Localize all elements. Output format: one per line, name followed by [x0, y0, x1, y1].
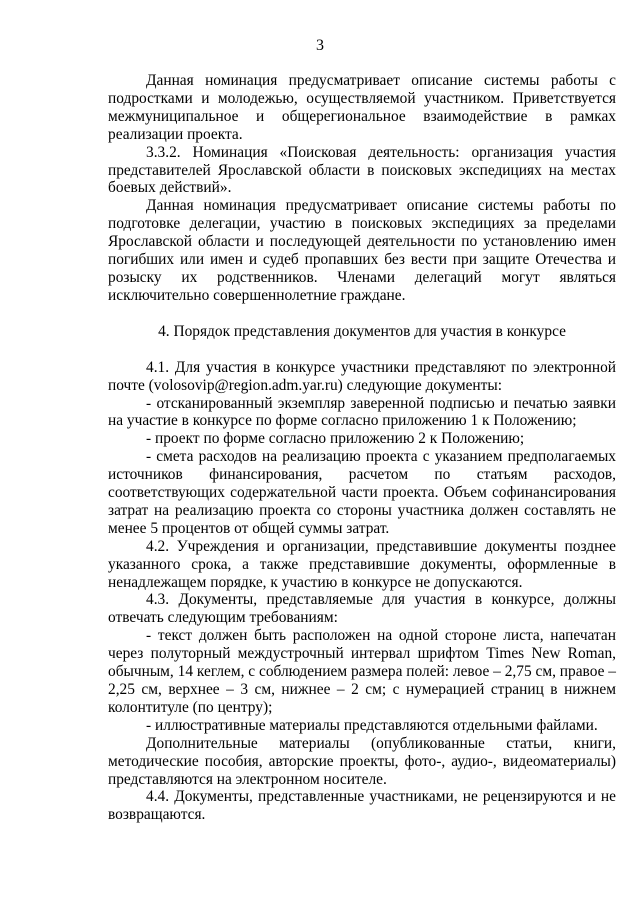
paragraph-4-2: 4.2. Учреждения и организации, представившие документы позднее указанного срока, а также представившие документы, оформленные в ненадлежащем порядке, к участию в конкурсе не допускаются.	[108, 537, 616, 591]
page-number: 3	[316, 37, 324, 54]
list-item-illustrations: - иллюстративные материалы представляются отдельными файлами.	[146, 716, 598, 734]
paragraph-additional-materials: Дополнительные материалы (опубликованные статьи, книги, методические пособия, авторские проекты, фото-, аудио-, видеоматериалы) представляются на электронном носителе.	[108, 734, 616, 788]
list-item-cost-estimate: - смета расходов на реализацию проекта с указанием предполагаемых источников финансирования, расчетом по статьям расходов, соответствующих содержательной части проекта. Объем софинансирования затрат на реализацию проекта со стороны участника должен составлять не менее 5 процентов от общей суммы затрат.	[108, 448, 616, 537]
list-item-scanned-application: - отсканированный экземпляр заверенной подписью и печатью заявки на участие в конкурсе по форме согласно приложению 1 к Положению;	[108, 394, 616, 430]
section-heading: 4. Порядок представления документов для участия в конкурсе	[158, 322, 566, 340]
paragraph-nomination-3-3-2: 3.3.2. Номинация «Поисковая деятельность: организация участия представителей Ярославской области в поисковых экспедициях на местах боевых действий».	[108, 143, 616, 197]
paragraph-4-4: 4.4. Документы, представленные участниками, не рецензируются и не возвращаются.	[108, 788, 616, 824]
list-item-project-form: - проект по форме согласно приложению 2 к Положению;	[146, 430, 525, 448]
paragraph-4-1: 4.1. Для участия в конкурсе участники представляют по электронной почте (volosovip@region.adm.yar.ru) следующие документы:	[108, 358, 616, 394]
document-body	[108, 72, 616, 824]
paragraph-nomination-description: Данная номинация предусматривает описание системы работы с подростками и молодежью, осуществляемой участником. Приветствуется межмуниципальное и общерегиональное взаимодействие в рамках реализации проекта.	[108, 72, 616, 143]
list-item-text-requirements: - текст должен быть расположен на одной стороне листа, напечатан через полуторный междустрочный интервал шрифтом Times New Roman, обычным, 14 кеглем, с соблюдением размера полей: левое – 2,75 см, правое – 2,25 см, верхнее – 3 см, нижнее – 2 см; с нумерацией страниц в нижнем колонтитуле (по центру);	[108, 627, 616, 716]
paragraph-4-3: 4.3. Документы, представляемые для участия в конкурсе, должны отвечать следующим требованиям:	[108, 591, 616, 627]
paragraph-search-nomination-description: Данная номинация предусматривает описание системы работы по подготовке делегации, участию в поисковых экспедициях за пределами Ярославской области и последующей деятельности по установлению имен погибших или имен и судеб пропавших без вести при защите Отечества и розыску их родственников. Членами делегаций могут являться исключительно совершеннолетние граждане.	[108, 197, 616, 304]
